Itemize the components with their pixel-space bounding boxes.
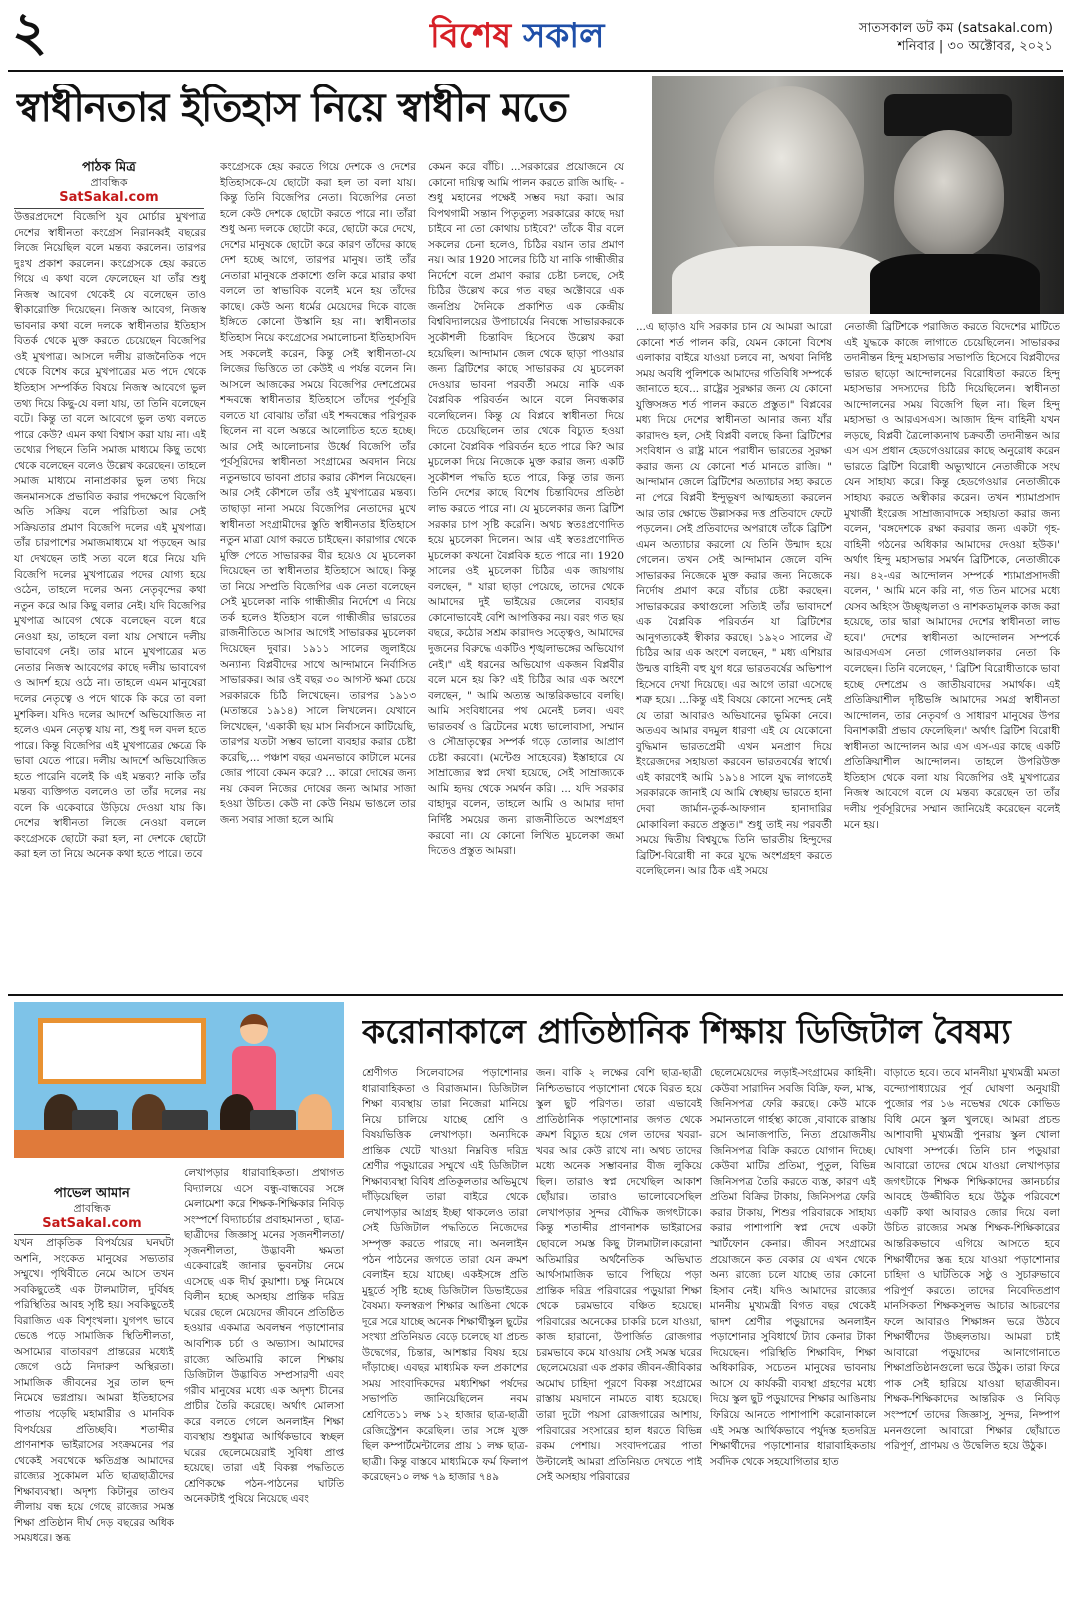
article1-author: পাঠক মিত্র	[82, 160, 136, 175]
student-shape	[298, 1094, 332, 1134]
masthead-word-2: সকাল	[523, 16, 605, 56]
shawl-shape	[672, 246, 892, 314]
laptop-icon	[72, 1110, 118, 1132]
article-separator	[8, 994, 1063, 996]
article1-byline	[14, 160, 204, 209]
laptop-icon	[162, 1110, 208, 1132]
header-rule	[8, 70, 1063, 72]
article2-byline	[14, 1186, 170, 1235]
article1-column-2: কংগ্রেসকে হেয় করতে গিয়ে দেশকে ও দেশের ইতিহাসকে-যে ছোটো করা হল তা বলা যায়। কিন্তু তিনি বিজেপির নেতা। বিজেপির নেতা হলে কেউ দেশকে ছোটো করতে পারে না। তাঁরা শুধু অন্য দলকে ছোটো করে, ছোটো করে দেখে, দেশের মানুষকে ছোটো করে কারণ তাঁদের কাছে দেশ হচ্ছে আগে, তারপর মানুষ। তাই তাঁর নেতারা মানুষকে প্রকাশ্যে গুলি করে মারার কথা বললে তা স্বাভাবিক বলেই মনে হয় তাঁদের কাছে। কেউ অন্য ধর্মের মেয়েদের দিকে বাজে ইঙ্গিতে কোনো উস্কানি হয় না। স্বাধীনতার ইতিহাস নিয়ে কংগ্রেসের সমালোচনা ইতিহাসবিদ সহ সকলেই করেন, কিন্তু সেই স্বাধীনতা-যে লিজের ভিত্তিতে তা কেউই এ পর্যন্ত বলেন নি। আসলে আজকের সময়ে বিজেপির দেশপ্রেমের শব্দবন্ধে স্বাধীনতার ইতিহাসে তাঁদের পূর্বসূরি বলতে যা বোঝায় তাঁরা এই শব্দবন্ধের পরিপূরক ছিলেন না বলে অন্তরে আলোচিত হতে হচ্ছে। আর সেই আলোচনার উর্ধ্বে বিজেপি তাঁর পূর্বসূরিদের স্বাধীনতা সংগ্রামের অবদান নিয়ে নতুনভাবে ভাবনা প্রচার করার কৌশল নিয়েছেন। আর সেই কৌশলে তাঁর ওই মুখপাত্রের মন্তব্য। তাছাড়া নানা সময়ে বিজেপির নেতাদের মুখে স্বাধীনতা সংগ্রামীদের স্তুতি স্বাধীনতার ইতিহাসে নতুন মাত্রা যোগ করতে চাইছেন। কারাগার থেকে মুক্তি পেতে সাভারকর বীর হয়েও যে মুচলেকা দিয়েছেন তা স্বাধীনতার ইতিহাসে আছে। কিন্তু তা নিয়ে সম্প্রতি বিজেপির এক নেতা বলেছেন সেই মুচলেকা নাকি গান্ধীজীর নির্দেশে এ নিয়ে তর্ক হলেও ইতিহাস বলে গান্ধীজীর ভারতের রাজনীতিতে আসার আগেই সাভারকর মুচলেকা দিয়েছেন দুবার। ১৯১১ সালের জুলাইয়ে অন্যান্য বিপ্লবীদের সাথে আন্দামানে নির্বাসিত সাভারকর। আর ওই বছর ৩০ আগস্ট ক্ষমা চেয়ে সরকারকে চিঠি লিখেছেন। তারপর ১৯১৩ (মতান্তরে ১৯১৪) সালে লিখলেন। যেখানে লিখেছেন, 'একাকী ছয় মাস নির্বাসনে কাটিয়েছি, তারপর যতটা সম্ভব ভালো ব্যবহার করার চেষ্টা করেছি,... পঞ্চাশ বছর এমনভাবে কাটালে মনের জোর পাবো কেমন করে? ... কারো দোষের জন্য নয় কেবল নিজের দোষের জন্য আমার সাজা হওয়া উচিত। কেউ না কেউ নিয়ম ভাঙলে তার জন্য সবার সাজা হলে আমি	[220, 161, 416, 826]
coat-shape	[870, 254, 1040, 314]
site-url[interactable]: সাতসকাল ডট কম (satsakal.com)	[858, 21, 1053, 36]
article1-column-5: নেতাজী ব্রিটিশকে পরাজিত করতে বিদেশের মাটিতে এই যুদ্ধকে কাজে লাগাতে চেয়েছিলেন। সাভারকর তদানীন্তন হিন্দু মহাসভার সভাপতি হিসেবে বিপ্লবীদের ভারত ছাড়ো আন্দোলনের বিরোধিতা করতে হিন্দু মহাসভার সদস্যদের চিঠি দিয়েছিলেন। স্বাধীনতা আন্দোলনের সময় বিজেপি ছিল না। ছিল হিন্দু মহাসভা ও আরএসএস। আজাদ হিন্দ বাহিনী যখন লড়ছে, বিপ্লবী ত্রৈলোক্যনাথ চক্রবর্তী তদানীন্তন আর এস এস প্রধান হেডগেওয়ারের কাছে অনুরোধ করেন ভারতে ব্রিটিশ বিরোধী অভ্যুত্থানে নেতাজীকে সংঘ যেন সাহায্য করে। কিন্তু হেডগেওয়ার নেতাজীকে সাহায্য করতে অস্বীকার করেন। তখন শ্যামাপ্রসাদ মুখার্জী ইংরেজ সাম্রাজ্যবাদকে সহায়তা করার জন্য বলেন, 'বঙ্গদেশকে রক্ষা করবার জন্য একটা গৃহ-বাহিনী গঠনের অধিকার আমাদের দেওয়া হউক।' অর্থাৎ হিন্দু মহাসভার সমর্থন ব্রিটিশকে, নেতাজীকে নয়। ৪২-এর আন্দোলন সম্পর্কে শ্যামাপ্রসাদজী বলেন, ' আমি মনে করি না, গত তিন মাসের মধ্যে যেসব অহিংস উচ্ছৃঙ্খলতা ও নাশকতামূলক কাজ করা হয়েছে, তার দ্বারা আমাদের দেশের স্বাধীনতা লাভ হবে।' দেশের স্বাধীনতা আন্দোলন সম্পর্কে আরএসএস নেতা গোলওয়ালকার নেতা কি বলেছেন। তিনি বলেছেন, ' ব্রিটিশ বিরোধীতাকে ভাবা হচ্ছে দেশপ্রেম ও জাতীয়বাদের সমার্থক। এই প্রতিক্রিয়াশীল দৃষ্টিভঙ্গি আমাদের সমগ্র স্বাধীনতা আন্দোলন, তার নেতৃবর্গ ও সাধারণ মানুষের উপর বিনাশকারী প্রভাব ফেলেছিল।' অর্থাৎ ব্রিটিশ বিরোধী স্বাধীনতা আন্দোলন আর এস এস-এর কাছে একটি প্রতিক্রিয়াশীল আন্দোলন। তাহলে উপরিউক্ত ইতিহাস থেকে বলা যায় বিজেপির ওই মুখপাত্রের নিজস্ব আবেগে বলে যে মন্তব্য করেছেন তা তাঁর দলীয় পূর্বসূরিদের সম্মান জানিয়েই করেছেন বলেই মনে হয়।	[844, 321, 1060, 831]
article2-column-3: শ্রেণীগত সিলেবাসের পড়াশোনার ধারাবাহিকতা ও বিরাজমান। ডিজিটাল শিক্ষা ব্যবস্থায় তারা নিজেরা মানিয়ে নিয়ে চালিয়ে যাচ্ছে শ্রেণি ও বিষয়ভিত্তিক লেখাপড়া। অন্যদিকে প্রান্তিক খেটে খাওয়া নিম্নবিত্ত দরিদ্র শ্রেণীর পড়ুয়ারের সম্মুখে এই ডিজিটাল শিক্ষাব্যবস্থা বিবিধ প্রতিকূলতার অভিমুখে দাঁড়িয়েছিল তারা বাইরে থেকে লেখাপড়ার আগ্রহ ইচ্ছা থাকলেও তারা সেই ডিজিটাল পদ্ধতিতে নিজেদের সম্পৃক্ত করতে পারছে না। অনলাইন পঠন পাঠনের জগতে তারা যেন ক্রমশ বেলাইন হয়ে যাচ্ছে। একইসঙ্গে প্রতি মুহূর্তে সৃষ্টি হচ্ছে ডিজিটাল ডিভাইডের বৈষম্য। ফলস্বরূপ শিক্ষার আঙিনা থেকে দূরে সরে যাচ্ছে অনেক শিক্ষার্থীস্কুল ছুটের সংখ্যা প্রতিনিয়ত বেড়ে চলেছে যা প্রচন্ড উদ্বেগের, চিন্তার, আশঙ্কার বিষয় হয়ে দাঁড়াচ্ছে। এবছর মাধ্যমিক ফল প্রকাশের সময় সাংবাদিকদের মধ্যশিক্ষা পর্ষদের সভাপতি জানিয়েছিলেন নবম শ্রেণিতে১১ লক্ষ ১২ হাজার ছাত্র-ছাত্রী রেজিস্ট্রেশন করেছিল। তার সঙ্গে যুক্ত ছিল কম্পার্টমেন্টালের প্রায় ১ লক্ষ ছাত্র-ছাত্রী। কিন্তু বাস্তবে মাধ্যমিকে ফর্ম ফিলাপ করেছেন১০ লক্ষ ৭৯ হাজার ৭৪৯	[362, 1067, 528, 1484]
portrait-right	[894, 130, 1004, 258]
masthead-word-1: বিশেষ	[430, 16, 512, 56]
article2-column-4: জন। বাকি ২ লক্ষের বেশি ছাত্র-ছাত্রী নিশ্চিতভাবে পড়াশোনা থেকে বিরত হয়ে স্কুল ছুট পরিণত। তারা এভাবেই প্রাতিষ্ঠানিক পড়াশোনার জগত থেকে ক্রমশ বিচ্যুত হয়ে গেল তাদের খবরা-খবর আর কেউ রাখে না। অথচ তাদের মধ্যে অনেক সম্ভাবনার বীজ লুকিয়ে ছিল। তারাও স্বপ্ন দেখেছিল আকাশ ছোঁয়ার। তারাও ভালোবেসেছিল লেখাপড়ার সুন্দর বৌদ্ধিক জগৎটাকে। কিন্তু শতাব্দীর প্রাণনাশক ভাইরাসের ছোবলে সমস্ত কিছু টালমাটাল।করোনা অতিমারির অর্থনৈতিক অভিঘাত আর্থসামাজিক ভাবে পিছিয়ে পড়া প্রান্তিক দরিদ্র পরিবারের পড়ুয়ারা শিক্ষা থেকে চরমভাবে বঞ্চিত হয়েছে। পরিবারের অনেকের চাকরি চলে যাওয়া, কাজ হারানো, উপার্জিত রোজগার চরমভাবে কমে যাওয়ায় সেই সমস্ত ঘরের ছেলেমেয়েরা এক প্রকার জীবন-জীবিকার অমোঘ চাহিদা পূরণে বিকল্প সংগ্রামের রাস্তায় ময়দানে নামতে বাধ্য হয়েছে। তারা দুটো পয়সা রোজগারের আশায়, পরিবারের সংসারের হাল ধরতে বিভিন্ন রকম পেশায়। সংবাদপত্রের পাতা উল্টালেই আমরা প্রতিনিয়ত দেখতে পাই সেই অসহায় পরিবারের	[536, 1067, 702, 1484]
article2-site-label[interactable]: SatSakal.com	[42, 1216, 142, 1231]
article1-column-4: ...এ ছাড়াও যদি সরকার চান যে আমরা আরো কোনো শর্ত পালন করি, যেমন কোনো বিশেষ এলাকার বাইরে যাওয়া চলবে না, অথবা নির্দিষ্ট সময় অবধি পুলিশকে আমাদের গতিবিধি সম্পর্কে জানাতে হবে... রাষ্ট্রের সুরক্ষার জন্য যে কোনো যুক্তিসঙ্গত শর্ত পালন করতে প্রস্তুত।" বিপ্লবের মধ্য দিয়ে দেশের স্বাধীনতা আনার জন্য যাঁর কারাদণ্ড হল, সেই বিপ্লবী বলছে কিনা ব্রিটিশের সংবিধান ও রাষ্ট্র মানে পরাধীন ভারতের সুরক্ষা করার জন্য যে কোনো শর্ত মানতে রাজি। " আন্দামান জেলে ব্রিটিশের অত্যাচার সহ্য করতে না পেরে বিপ্লবী ইন্দুভূষণ আত্মহত্যা করলেন আর তার ক্ষোভে উল্লাসকর দত্ত প্রতিবাদে ফেটে পড়লেন। সেই প্রতিবাদের অপরাধে তাঁকে ব্রিটিশ এমন অত্যাচার করলো যে তিনি উন্মাদ হয়ে গেলেন। তখন সেই আন্দামান জেলে বন্দি সাভারকর নিজেকে মুক্ত করার জন্য নিজেকে নির্দোষ প্রমাণ করে বাঁচার চেষ্টা করছেন। সাভারকরের কথাগুলো সত্যিই তাঁর ভাবাদর্শে এক বৈপ্লবিক পরিবর্তন যা ব্রিটিশের আনুগত্যকেই স্বীকার করছে। ১৯২০ সালের ঐ চিঠির আর এক অংশে বলছেন, " মধ্য এশিয়ার উন্মত্ত বাহিনী বহু যুগ ধরে ভারতবর্ষের অভিশাপ হিসেবে দেখা দিয়েছে। এর আগে তারা এসেছে শত্রু হয়ে। ...কিন্তু এই বিষয়ে কোনো সন্দেহ নেই যে তারা আবারও অভিযানের ভূমিকা নেবে। অতএব আমার বদমুল ধারণা এই যে যেকোনো বুদ্ধিমান ভারতপ্রেমী এখন মনপ্রাণ দিয়ে ইংরেজদের সহায়তা করবেন ভারতবর্ষের স্বার্থে। এই কারণেই আমি ১৯১৪ সালে যুদ্ধ লাগতেই সরকারকে জানাই যে আমি স্বেচ্ছায় ভারতে হানা দেবা জার্মান-তুর্ক-আফগান হানাদারির মোকাবিলা করতে প্রস্তুত।" শুধু তাই নয় পরবর্তী সময়ে দ্বিতীয় বিশ্বযুদ্ধে তিনি ভারতীয় হিন্দুদের ব্রিটিশ-বিরোধী না করে যুদ্ধে অংশগ্রহণ করতে বলেছিলেন। আর ঠিক এই সময়ে	[636, 321, 832, 878]
article1-column-3: কেমন করে বাঁচি। ...সরকারের প্রয়োজনে যে কোনো দায়িত্ব আমি পালন করতে রাজি আছি- - শুধু মহানের পক্ষেই সম্ভব দয়া করা। আর বিপথগামী সন্তান পিতৃতুল্য সরকারের কাছে দয়া চাইবে না তো কোথায় চাইবে?' তাঁকে বীর বলে সকলের চেনা হলেও, চিঠির বয়ান তার প্রমাণ নয়। আর 1920 সালের চিঠি যা নাকি গান্ধীজীর নির্দেশে বলে প্রমাণ করার চেষ্টা চলছে, সেই চিঠির উল্লেখ করে গত বছর অক্টোবরে এক জনপ্রিয় দৈনিকে প্রকাশিত এক কেন্দ্রীয় বিশ্ববিদ্যালয়ের উপাচার্যের নিবন্ধে সাভারকরকে সুকৌশলী চিন্তাবিদ হিসেবে উল্লেখ করা হয়েছিল। আন্দামান জেল থেকে ছাড়া পাওয়ার জন্য ব্রিটিশের কাছে সাভারকর যে মুচলেকা দেওয়ার ভাবনা পরবর্তী সময়ে নাকি এক বৈপ্লবিক পরিবর্তন আনে বলে নিবন্ধকার বলেছিলেন। কিন্তু যে বিপ্লবে স্বাধীনতা দিয়ে দিতে চেয়েছিলেন তার থেকে বিচ্যুত হওয়া কোনো বৈপ্লবিক পরিবর্তন হতে পারে কি? আর মুচলেকা দিয়ে নিজেকে মুক্ত করার জন্য একটি সুকৌশল পদ্ধতি হতে পারে, কিন্তু তার জন্য তিনি দেশের কাছে বিশেষ চিন্তাবিদের প্রতিষ্ঠা লাভ করতে পারে না। যে মুচলেকার জন্য ব্রিটিশ সরকার চাপ সৃষ্টি করেনি। অথচ স্বতঃপ্রণোদিত হয়ে মুচলেকা দিলেন। আর এই স্বতঃপ্রণোদিত মুচলেকা কখনো বৈপ্লবিক হতে পারে না। 1920 সালের ওই মুচলেকা চিঠির এক জায়গায় বলছেন, " যারা ছাড়া পেয়েছে, তাদের থেকে আমাদের দুই ভাইয়ের জেলের ব্যবহার কোনোভাবেই বেশি আপত্তিকর নয়। বরং গত ছয় বছরে, কঠোর সশ্রম কারাদণ্ড সত্ত্বেও, আমাদের দুজনের বিরুদ্ধে একটিও শৃঙ্খলাভঙ্গের অভিযোগ নেই।" এই ধরনের অভিযোগ একজন বিপ্লবীর বলে মনে হয় কি? এই চিঠির আর এক অংশে বলছেন, " আমি অত্যন্ত আন্তরিকভাবে বলছি। আমি সংবিধানের পথ মেনেই চলব। এবং ভারতবর্ষ ও ব্রিটেনের মধ্যে ভালোবাসা, সম্মান ও সৌভ্রাতৃত্বের সম্পর্ক গড়ে তোলার আপ্রাণ চেষ্টা করবো। (মন্টেগু সাহেবের) ইস্তাহারে যে সাম্রাজ্যের স্বপ্ন দেখা হয়েছে, সেই সাম্রাজ্যকে আমি হৃদয় থেকে সমর্থন করি। ... যদি সরকার বাহাদুর বলেন, তাহলে আমি ও আমার দাদা নির্দিষ্ট সময়ের জন্য রাজনীতিতে অংশগ্রহণ করবো না। যে কোনো লিখিত মুচলেকা জমা দিতেও প্রস্তুত আমরা।	[428, 161, 624, 858]
teacher-head-shape	[240, 1014, 268, 1044]
student-shape	[220, 1094, 254, 1134]
article1-photo	[652, 76, 1064, 314]
desk-shape	[14, 1130, 344, 1158]
article2-illustration	[14, 1002, 344, 1158]
article2-column-6: বাড়াতে হবে। তবে মাননীয়া মুখ্যমন্ত্রী মমতা বন্দ্যোপাধ্যায়ের পূর্ব ঘোষণা অনুযায়ী পুজোর পর ১৬ নভেম্বর থেকে কোভিড বিধি মেনে স্কুল খুলছে। আমরা প্রচন্ড আশাবাদী মুখ্যমন্ত্রী পুনরায় স্কুল খোলা ঘোষণা সম্পর্কে। তিনি চান পড়ুয়ারা আবারো তাদের থেমে যাওয়া লেখাপড়ার জগৎটাকে শিক্ষক শিক্ষিকাদের জ্ঞানচর্চার আবহে উজ্জীবিত হয়ে উঠুক পরিবেশে একটি কথা আবারও জোর দিয়ে বলা উচিত রাজ্যের সমস্ত শিক্ষক-শিক্ষিকারের আন্তরিকভাবে এগিয়ে আসতে হবে শিক্ষার্থীদের স্তব্ধ হয়ে যাওয়া পড়াশোনার চাহিদা ও ঘাটতিকে সষ্ঠু ও সুচারুভাবে পরিপূর্ণ করতে। তাদের নিবেদিতপ্রাণ মানসিকতা শিক্ষকসুলভ আচার আচরণের ফলে আবারও শিক্ষাঙ্গন ভরে উঠবে শিক্ষার্থীদের উচ্ছলতায়। আমরা চাই আবারো পড়ুয়াদের আনাগোনাতে শিক্ষাপ্রতিষ্ঠানগুলো ভরে উঠুক। তারা ফিরে পাক সেই হারিয়ে যাওয়া ছাত্রজীবন। শিক্ষক-শিক্ষিকাদের আন্তরিক ও নিবিড় সংস্পর্শে তাদের জিজ্ঞাসু, সুন্দর, নিষ্পাপ মননগুলো আবারো শিক্ষার ছোঁয়াতে পরিপূর্ণ, প্রাণময় ও উদ্বেলিত হয়ে উঠুক।	[884, 1067, 1060, 1453]
byline-rule	[14, 208, 204, 209]
site-meta	[859, 20, 1053, 56]
article1-author-role: প্রাবন্ধিক	[90, 176, 128, 189]
article1-site-label[interactable]: SatSakal.com	[59, 190, 159, 205]
article2-author: পাভেল আমান	[54, 1186, 130, 1201]
issue-date: শনিবার | ৩০ অক্টোবর, ২০২১	[897, 39, 1053, 54]
student-shape	[132, 1094, 166, 1134]
article2-author-role: প্রাবন্ধিক	[73, 1202, 111, 1215]
article2-column-5: ছেলেমেয়েদের লড়াই-সংগ্রামের কাহিনী। কেউবা সারাদিন সবজি বিক্রি, ফল, মাস্ক, জিনিসপত্র ফেরি করছে। কেউ মাকে সমানতালে গার্হস্থ্য কাজে ,বাবাকে রাস্তায় রসে আনাজপাতি, নিত্য প্রয়োজনীয় জিনিসপত্র বিক্রি করতে যোগান দিচ্ছে। কেউবা মাটির প্রতিমা, পুতুল, বিভিন্ন জিনিসপত্র তৈরি করতে ব্যস্ত, কারণ এই প্রতিমা বিক্রির টাকায়, জিনিসপত্র ফেরি করার টাকায়, শিশুর পরিবারকে সাহায্য করার পাশাপাশি স্বপ্ন দেখে একটা স্মার্টফোন কেনার। জীবন সংগ্রামের প্রয়োজনে কত বেকার যে এখন থেকে অন্য রাজ্যে চলে যাচ্ছে তার কোনো হিসাব নেই। যদিও আমাদের রাজ্যের মাননীয় মুখ্যমন্ত্রী বিগত বছর থেকেই দ্বাদশ শ্রেণীর পড়ুয়াদের অনলাইন পড়াশোনার সুবিধার্থে ট্যাব কেনার টাকা দিয়েছেন। পরিস্থিতি শিক্ষাবিদ, শিক্ষা অধিকারিক, সচেতন মানুষের ভাবনায় আসে যে কার্যকরী ব্যবস্থা গ্রহণের মধ্যে দিয়ে স্কুল ছুট পড়ুয়াদের শিক্ষার আঙিনায় ফিরিয়ে আনতে পাশাপাশি করোনাকালে এই সমস্ত আর্থিকভাবে পর্যুদস্ত হতদরিদ্র শিক্ষার্থীদের পড়াশোনার ধারাবাহিকতায় সর্বদিক থেকে সহযোগিতার হাত	[710, 1067, 876, 1468]
whiteboard-shape	[38, 1018, 206, 1084]
section-masthead	[430, 16, 604, 56]
article2-column-1: যখন প্রাকৃতিক বিপর্যয়ের ঘনঘটা অশনি, সংকেত মানুষের সভ্যতার সম্মুখে। পৃথিবীতে নেমে আসে তখন সবকিছুতেই এক টালমাটাল, দুর্বিষহ পরিস্থিতির আবহ সৃষ্টি হয়। সবকিছুতেই বিরাজিত এক বিশৃংখলা। যুগপৎ ভাবে ভেঙে পড়ে সামাজিক স্থিতিশীলতা, অসাম্যের বাতাবরণ প্রান্তরের মধ্যেই জেগে ওঠে নিদারুণ অস্থিরতা। সামাজিক জীবনের সুর তাল ছন্দ নিমেষে ভগ্নপ্রায়। আমরা ইতিহাসের পাতায় পড়েছি মহামারীর ও মানবিক বিপর্যয়ের প্রতিচ্ছবি। শতাব্দীর প্রাণনাশক ভাইরাসের সংক্রমনের পর থেকেই সবথেকে ক্ষতিগ্রস্ত আমাদের রাজ্যের সুকোমল মতি ছাত্রছাত্রীদের শিক্ষাব্যবস্থা। অদৃশ্য কিটানুর তাণ্ডব লীলায় বন্ধ হয়ে গেছে রাজ্যের সমস্ত শিক্ষা প্রতিষ্ঠান দীর্ঘ দেড় বছরের অধিক সময়ধরে। স্তব্ধ	[14, 1237, 174, 1545]
portrait-left	[714, 86, 864, 266]
byline-rule	[14, 1234, 170, 1235]
article2-headline: করোনাকালে প্রাতিষ্ঠানিক শিক্ষায় ডিজিটাল বৈষম্য	[362, 1012, 1011, 1051]
page-number: ২	[12, 0, 48, 63]
article1-headline: স্বাধীনতার ইতিহাস নিয়ে স্বাধীন মতে	[16, 85, 568, 131]
page-header	[0, 0, 1071, 72]
laptop-icon	[250, 1110, 296, 1132]
article1-column-1: উত্তরপ্রদেশে বিজেপি যুব মোর্চার মুখপাত্র দেশের স্বাধীনতা কংগ্রেস নিরানব্বই বছরের লিজে নিয়েছিল বলে মন্তব্য করলেন। তারপর দুঃখ প্রকাশ করলেন। কংগ্রেসকে হেয় করতে গিয়ে এ কথা বলে ফেলেছেন যা তাঁর শুধু নিজস্ব আবেগ থেকেই যে বলেছেন তাও স্বীকারোক্তি দিয়েছেন। নিজস্ব আবেগ, নিজস্ব ভাবনার কথা বলে দলকে স্বাধীনতার ইতিহাস বিতর্ক থেকে মুক্ত করতে চেয়েছেন বিজেপির ওই মুখপাত্র। আসলে দলীয় রাজনৈতিক পদে থেকে বিশেষ করে মুখপাত্রের মত পদে থেকে ইতিহাস সম্পর্কিত বিষয়ে নিজস্ব আবেগে ভুল তথ্য দিয়ে কিছু-যে বলা যায়, তা তিনি বলেছেন বটে। কিন্তু তা বলে আবেগে ভুল তথ্য বলতে পারে কেউ? এমন কথা বিশ্বাস করা যায় না। এই তথ্যের পিছনে তিনি সমাজ মাধ্যমে কিছু তথ্যে থেকে বলেছেন বলেও উল্লেখ করেছেন। তাহলে সমাজ মাধ্যমে নানাপ্রকার ভুল তথ্য দিয়ে জনমানসকে প্রভাবিত করার পদক্ষেপে বিজেপি অতি সক্রিয় বলে পরিচিতা আর সেই সক্রিয়তার প্রমাণ বিজেপি দলের এই মুখপাত্র। তাঁর চারপাশের সমাজমাধ্যমে যা পড়ছেন আর যা দেখছেন তাই সত্য বলে ধরে নিয়ে যদি বিজেপি দলের মুখপাত্রের পদের যোগ্য হয়ে ওঠেন, তাহলে দলের অন্য নেতৃবৃন্দের কথা নতুন করে আর কিছু বলার নেই। যদি বিজেপির মুখপাত্র আবেগ থেকে বলেছেন বলে ধরে নেওয়া হয়, তাহলে বলা যায় সেখানে দলীয় ভাবাবেগ নেই। তার মানে মুখপাত্রের মত নেতার নিজস্ব আবেগের কাছে দলীয় ভাবাবেগ ও আদর্শ হয়ে ওঠে না। তাহলে এমন মানুষেরা দলের নেতৃত্বে ও পদে থাকে কি করে তা বলা মুশকিল। যদিও দলের আদর্শে অভিযোজিত না হলেও এমন নেতৃত্ব যায় না, শুধু দল বদল হতে পারে। কিন্তু বিজেপির এই মুখপাত্রের ক্ষেত্রে কি ভাবা যেতে পারে। দলীয় আদর্শে অভিযোজিত হতে পারেনি বলেই কি এই মন্তব্য? নাকি তাঁর মন্তব্য ব্যক্তিগত বললেও তা তাঁর দলের নয় বলে কি একেবারে উড়িয়ে দেওয়া যায় কি। দেশের স্বাধীনতা লিজে নেওয়া বললে কংগ্রেসকে ছোটো করা হল, না দেশকে ছোটো করা হল তা নিয়ে অনেক কথা হতে পারে। তবে	[14, 211, 206, 861]
article2-column-2: লেখাপড়ার ধারাবাহিকতা। প্রথাগত বিদ্যালয়ে এসে বন্ধু-বান্ধবের সঙ্গে মেলামেশা করে শিক্ষক-শিক্ষিকার নিবিড় সংস্পর্শে বিদ্যাচর্চার প্রবাহমানতা , ছাত্র-ছাত্রীদের জিজ্ঞাসু মনের সৃজনশীলতা/সৃজনশীলতা, উদ্ভাবনী ক্ষমতা একেবারেই জানার ভুবনটায় নেমে এসেছে এক দীর্ঘ কুয়াশা। চক্ষু নিমেষে বিলীন হচ্ছে অসহায় প্রান্তিক দরিদ্র ঘরের ছেলে মেয়েদের জীবনে প্রতিষ্ঠিত হওয়ার একমাত্র অবলম্বন পড়াশোনার আবশ্যিক চর্চা ও অভ্যাস। আমাদের রাজ্যে অতিমারি কালে শিক্ষায় ডিজিটাল উদ্ভাবিত সম্প্রসারণী এবং গরীব মানুষের মধ্যে এক অদৃশ্য চীনের প্রাচীর তৈরি করেছে। অর্থাৎ মোলসা করে বলতে গেলে অনলাইন শিক্ষা ব্যবস্থায় শুধুমাত্র আর্থিকভাবে স্বচ্ছল ঘরের ছেলেমেয়েরাই সুবিধা প্রাপ্ত হয়েছে। তারা এই বিকল্প পদ্ধতিতে শ্রেণিকক্ষে পঠন-পাঠনের ঘাটতি অনেকটাই পুষিয়ে নিয়েছে এবং	[184, 1167, 344, 1506]
